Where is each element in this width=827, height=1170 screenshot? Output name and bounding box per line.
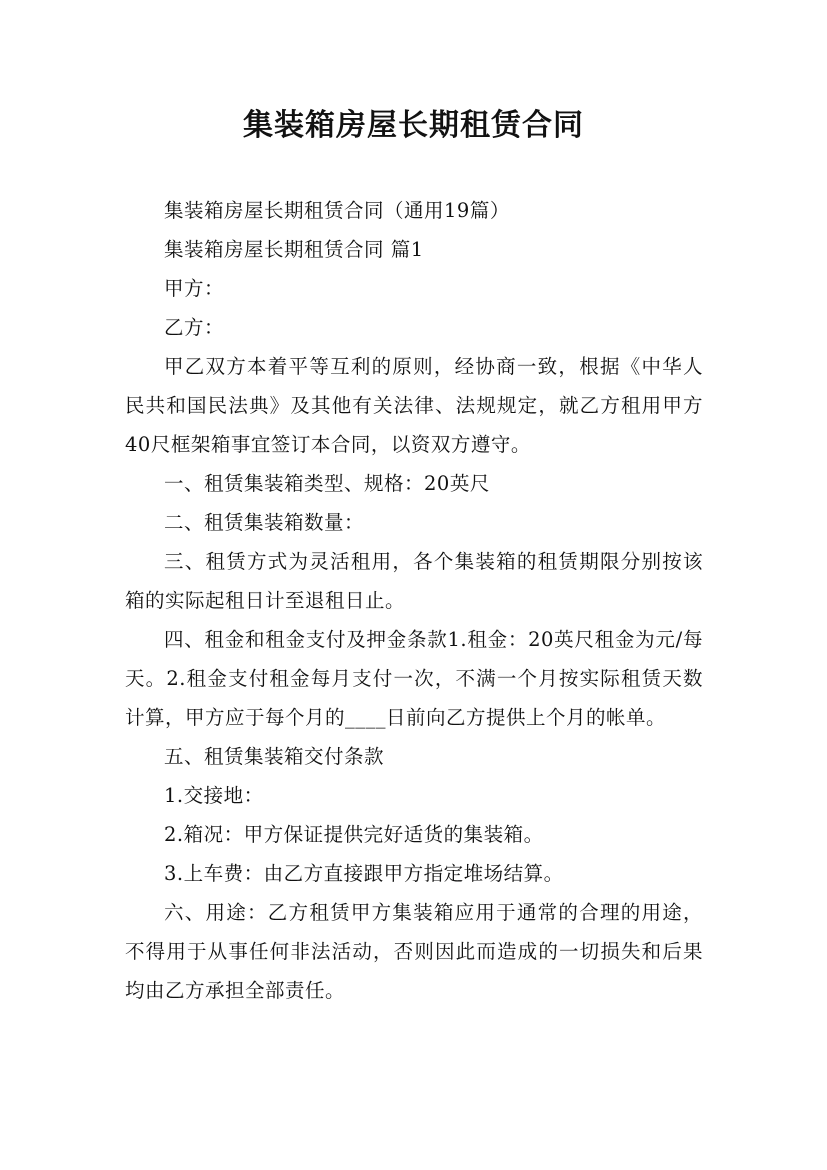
- paragraph-clause-5-item-3: 3.上车费：由乙方直接跟甲方指定堆场结算。: [164, 862, 564, 885]
- paragraph-clause-5-item-1: 1.交接地：: [164, 784, 264, 807]
- paragraph-clause-1: 一、租赁集装箱类型、规格：20英尺: [164, 472, 490, 495]
- document-body: [125, 191, 703, 1010]
- paragraph-preamble: 甲乙双方本着平等互利的原则，经协商一致，根据《中华人民共和国民法典》及其他有关法律、法规规定，就乙方租用甲方40尺框架箱事宜签订本合同，以资双方遵守。: [125, 355, 703, 456]
- paragraph-section-heading: 集装箱房屋长期租赁合同 篇1: [164, 238, 424, 261]
- paragraph-subtitle: 集装箱房屋长期租赁合同（通用19篇）: [164, 199, 510, 222]
- paragraph-clause-5-item-2: 2.箱况：甲方保证提供完好适货的集装箱。: [164, 823, 544, 846]
- paragraph-clause-5: 五、租赁集装箱交付条款: [164, 745, 385, 768]
- document-title: 集装箱房屋长期租赁合同: [243, 108, 584, 143]
- paragraph-clause-6: 六、用途：乙方租赁甲方集装箱应用于通常的合理的用途，不得用于从事任何非法活动，否则因此而造成的一切损失和后果均由乙方承担全部责任。: [125, 901, 703, 1002]
- paragraph-clause-4: 四、租金和租金支付及押金条款1.租金：20英尺租金为元/每天。2.租金支付租金每月支付一次，不满一个月按实际租赁天数计算，甲方应于每个月的____日前向乙方提供上个月的帐单。: [125, 628, 703, 729]
- paragraph-clause-2: 二、租赁集装箱数量：: [164, 511, 365, 534]
- paragraph-party-b: 乙方：: [164, 316, 225, 339]
- paragraph-party-a: 甲方：: [164, 277, 225, 300]
- paragraph-clause-3: 三、租赁方式为灵活租用，各个集装箱的租赁期限分别按该箱的实际起租日计至退租日止。: [125, 550, 703, 612]
